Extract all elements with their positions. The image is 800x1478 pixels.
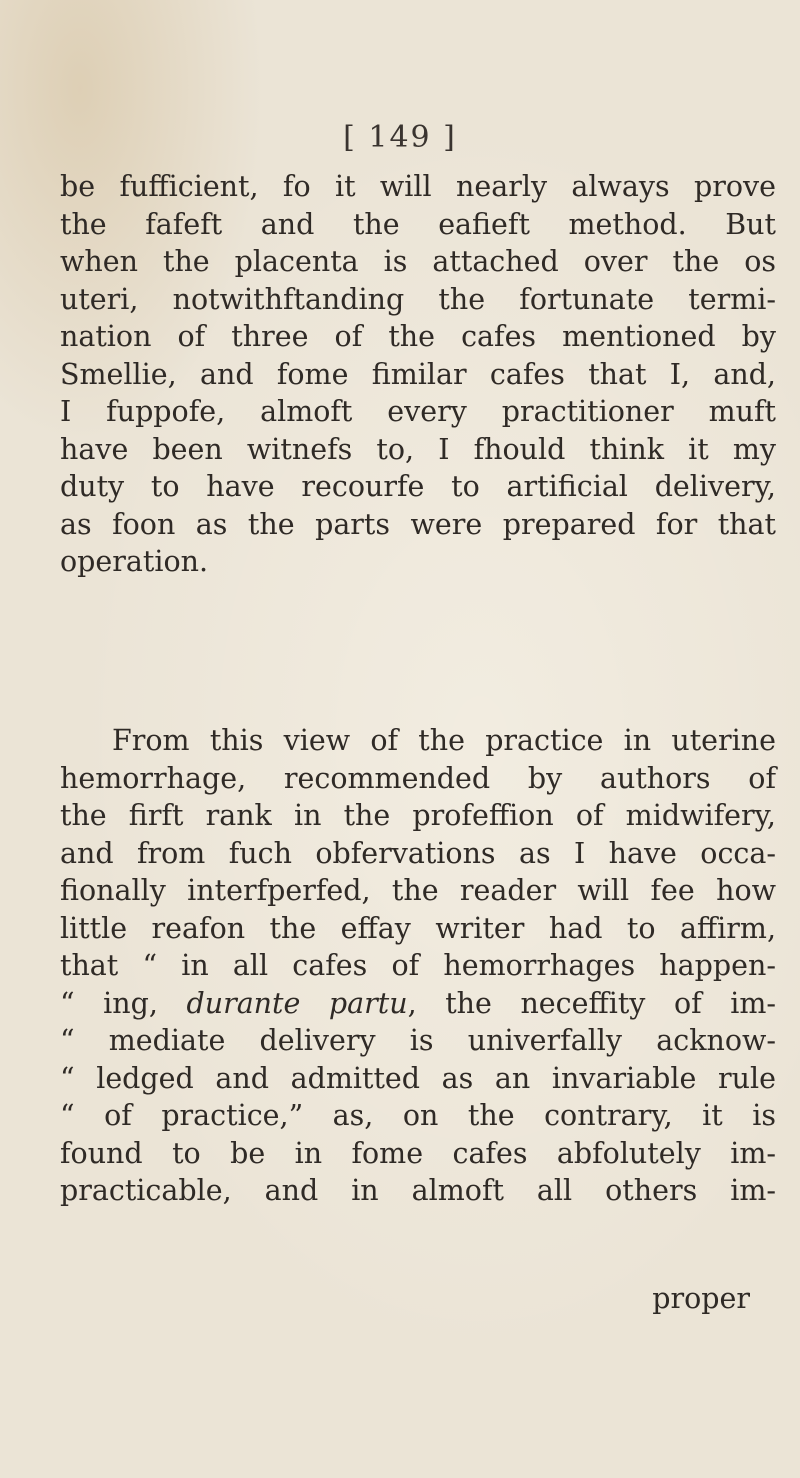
text-line: when the placenta is attached over the os [60,245,776,278]
text-line: the firft rank in the profeffion of midwifery, [60,799,776,832]
text-line-italic: “ ing, durante partu, the neceffity of im- [60,986,776,1020]
text-line: From this view of the practice in uterine [112,724,776,757]
text-line: that “ in all cafes of hemorrhages happen- [60,949,776,982]
text-line: little reafon the effay writer had to affirm, [60,911,776,945]
text-line: found to be in fome cafes abfolutely im- [60,1136,776,1170]
text-line: uteri, notwithftanding the fortunate termi- [60,282,776,316]
paragraph-1 [60,168,776,581]
text-line: duty to have recourfe to artificial delivery, [60,470,776,503]
text-line: “ of practice,” as, on the contrary, it is [60,1099,776,1132]
text-line: “ ledged and admitted as an invariable rule [60,1061,776,1095]
text-line: have been witnefs to, I fhould think it my [60,432,776,466]
text-line: fionally interfperfed, the reader will fee how [60,874,776,907]
paragraph-2 [60,722,776,1210]
text-line: operation. [60,545,209,578]
text-line: be fufficient, fo it will nearly always prove [60,170,776,203]
text-line: “ mediate delivery is univerfally acknow- [60,1024,776,1057]
page-number: [ 149 ] [343,120,457,155]
text-line: hemorrhage, recommended by authors of [60,761,776,795]
text-line: Smellie, and fome fimilar cafes that I, and, [60,357,776,391]
text-line: nation of three of the cafes mentioned by [60,320,776,353]
text-line: as foon as the parts were prepared for that [60,507,776,541]
text-line: and from fuch obfervations as I have occa- [60,836,776,870]
text-line: the fafeft and the eafieft method. But [60,207,776,241]
text-line: I fuppofe, almoft every practitioner muft [60,395,776,428]
text-line: practicable, and in almoft all others im- [60,1174,776,1207]
catchword: proper [652,1282,750,1315]
